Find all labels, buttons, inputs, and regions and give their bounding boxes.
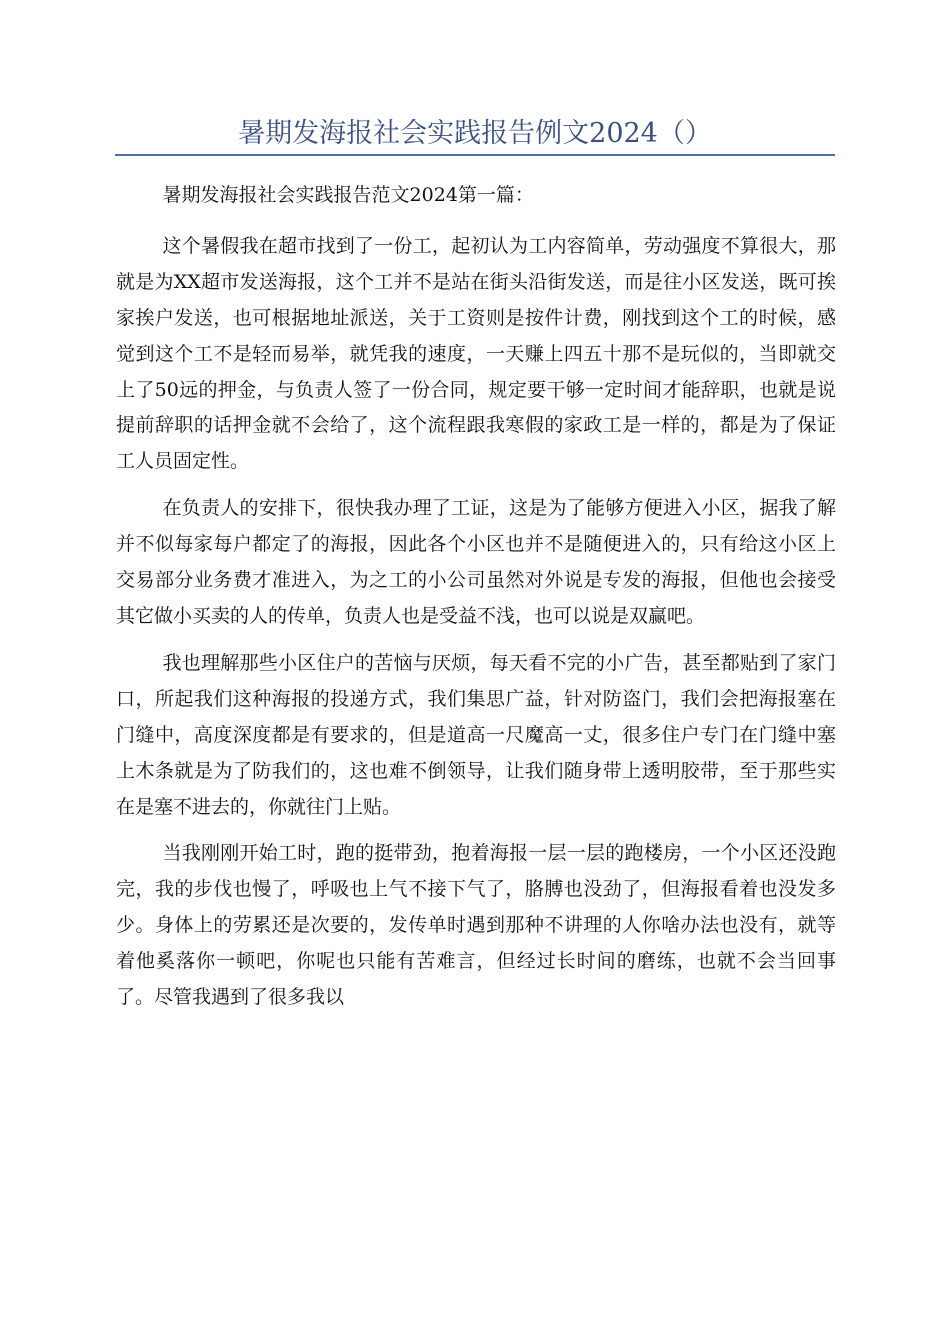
section-heading: 暑期发海报社会实践报告范文2024第一篇： <box>162 184 534 206</box>
paragraph: 在负责人的安排下，很快我办理了工证，这是为了能够方便进入小区，据我了解并不似每家每户都定了的海报，因此各个小区也并不是随便进入的，只有给这小区上交易部分业务费才准进入，为之工的小公司虽然对外说是专发的海报，但他也会接受其它做小买卖的人的传单，负责人也是受益不浅，也可以说是双赢吧。 <box>116 497 836 627</box>
document-title: 暑期发海报社会实践报告例文2024（） <box>238 118 712 149</box>
document-body <box>116 178 836 1027</box>
title-divider <box>115 154 835 156</box>
paragraph: 我也理解那些小区住户的苦恼与厌烦，每天看不完的小广告，甚至都贴到了家门口，所起我们这种海报的投递方式，我们集思广益，针对防盗门，我们会把海报塞在门缝中，高度深度都是有要求的，但是道高一尺魔高一丈，很多住户专门在门缝中塞上木条就是为了防我们的，这也难不倒领导，让我们随身带上透明胶带，至于那些实在是塞不进去的，你就往门上贴。 <box>116 651 836 818</box>
paragraph: 这个暑假我在超市找到了一份工，起初认为工内容简单，劳动强度不算很大，那就是为XX超市发送海报，这个工并不是站在街头沿街发送，而是往小区发送，既可挨家挨户发送，也可根据地址派送，关于工资则是按件计费，刚找到这个工的时候，感觉到这个工不是轻而易举，就凭我的速度，一天赚上四五十那不是玩似的，当即就交上了50远的押金，与负责人签了一份合同，规定要干够一定时间才能辞职，也就是说提前辞职的话押金就不会给了，这个流程跟我寒假的家政工是一样的，都是为了保证工人员固定性。 <box>116 234 836 473</box>
paragraph: 当我刚刚开始工时，跑的挺带劲，抱着海报一层一层的跑楼房，一个小区还没跑完，我的步伐也慢了，呼吸也上气不接下气了，胳膊也没劲了，但海报看着也没发多少。身体上的劳累还是次要的，发传单时遇到那种不讲理的人你啥办法也没有，就等着他奚落你一顿吧，你呢也只能有苦难言，但经过长时间的磨练，也就不会当回事了。尽管我遇到了很多我以 <box>116 842 836 1009</box>
